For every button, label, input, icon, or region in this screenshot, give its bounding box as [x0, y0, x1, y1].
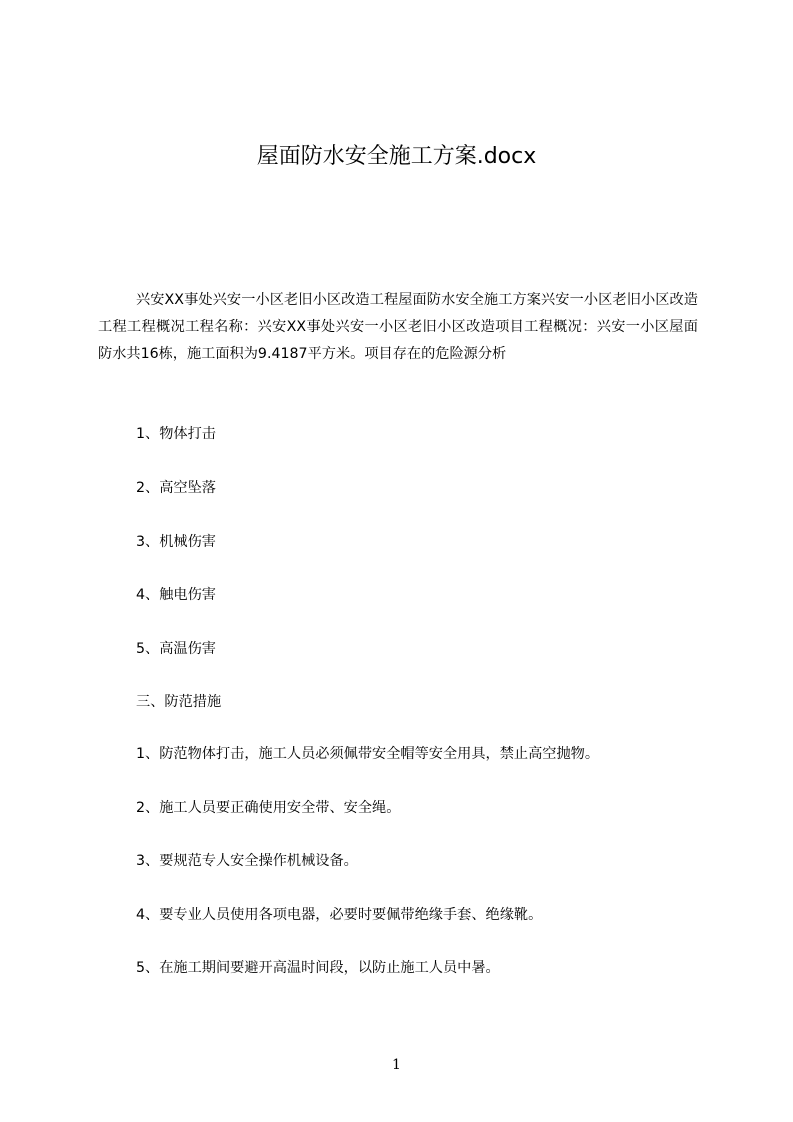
- measure-item: 5、在施工期间要避开高温时间段，以防止施工人员中暑。: [136, 960, 500, 976]
- hazard-item: 5、高温伤害: [136, 641, 216, 657]
- hazard-item: 1、物体打击: [136, 426, 216, 442]
- measures-heading: 三、防范措施: [136, 694, 222, 710]
- document-title: 屋面防水安全施工方案.docx: [256, 144, 537, 169]
- measure-item: 4、要专业人员使用各项电器，必要时要佩带绝缘手套、绝缘靴。: [136, 907, 543, 923]
- hazard-item: 2、高空坠落: [136, 480, 216, 496]
- measure-item: 2、施工人员要正确使用安全带、安全绳。: [136, 800, 401, 816]
- measure-item: 3、要规范专人安全操作机械设备。: [136, 853, 358, 869]
- hazard-item: 4、触电伤害: [136, 587, 216, 603]
- measure-item: 1、防范物体打击，施工人员必须佩带安全帽等安全用具，禁止高空抛物。: [136, 746, 600, 762]
- page-number: 1: [392, 1057, 401, 1073]
- intro-paragraph: 兴安XX事处兴安一小区老旧小区改造工程屋面防水安全施工方案兴安一小区老旧小区改造工程工程概况工程名称：兴安XX事处兴安一小区老旧小区改造项目工程概况：兴安一小区屋面防水共16栋，施工面积为9.4187平方米。项目存在的危险源分析: [98, 292, 698, 362]
- hazard-item: 3、机械伤害: [136, 534, 216, 550]
